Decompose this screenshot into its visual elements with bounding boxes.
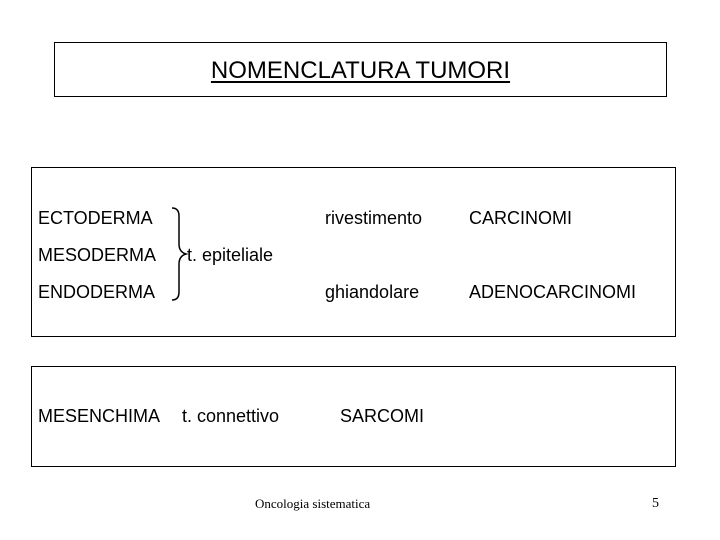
tissue-epithelial: t. epiteliale <box>187 245 274 265</box>
germ-layer-mesoderma: MESODERMA <box>38 245 157 265</box>
germ-layer-ectoderma: ECTODERMA <box>38 208 153 228</box>
page-number: 5 <box>652 496 659 511</box>
tissue-connective: t. connettivo <box>182 406 280 426</box>
title-box <box>54 42 667 97</box>
slide-title: NOMENCLATURA TUMORI <box>210 57 511 84</box>
tumor-sarcomi: SARCOMI <box>340 406 425 426</box>
origin-mesenchima: MESENCHIMA <box>38 406 161 426</box>
tumor-carcinomi: CARCINOMI <box>469 208 572 228</box>
germ-layer-endoderma: ENDODERMA <box>38 282 156 302</box>
subtype-rivestimento: rivestimento <box>325 208 423 228</box>
subtype-ghiandolare: ghiandolare <box>325 282 420 302</box>
tumor-adenocarcinomi: ADENOCARCINOMI <box>469 282 637 302</box>
footer-text: Oncologia sistematica <box>255 496 371 511</box>
